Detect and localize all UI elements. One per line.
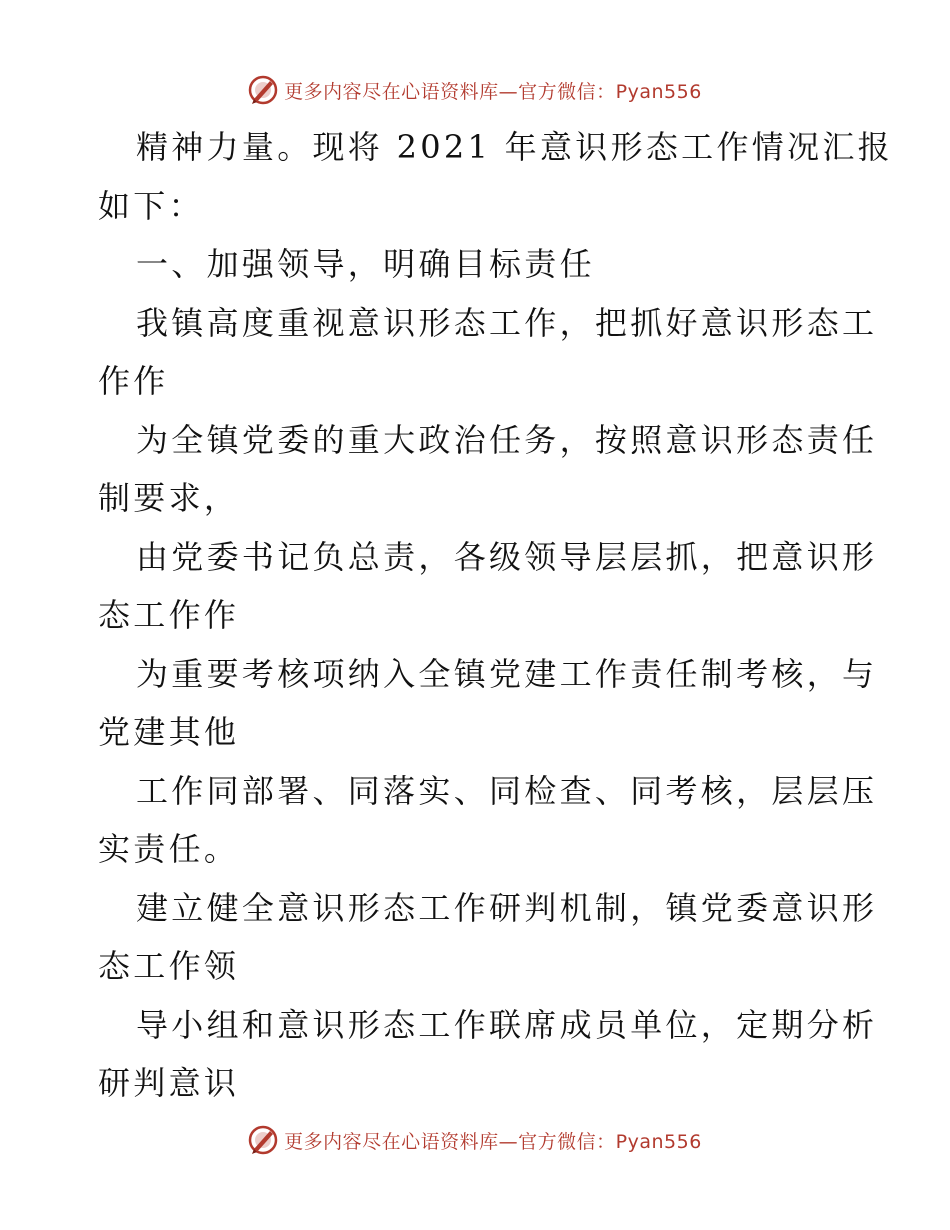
banner-text [284,77,702,104]
body-line: 建立健全意识形态工作研判机制，镇党委意识形 [136,888,878,927]
body-line: 研判意识 [98,1064,240,1102]
body-line: 导小组和意识形态工作联席成员单位，定期分析 [136,1005,878,1044]
body-line: 实责任。 [98,830,240,868]
body-line: 作作 [98,362,169,400]
footer-banner [0,1120,950,1160]
body-line: 为重要考核项纳入全镇党建工作责任制考核，与 [136,654,878,693]
body-line: 我镇高度重视意识形态工作，把抓好意识形态工 [136,303,878,342]
document-body [98,118,893,1113]
banner-wechat: 官方微信：Pyan556 [518,1130,702,1153]
body-line: 态工作作 [98,596,240,634]
body-line: 工作同部署、同落实、同检查、同考核，层层压 [136,771,878,810]
banner-text [284,1127,702,1154]
banner-dash: — [498,1130,519,1153]
body-line: 为全镇党委的重大政治任务，按照意识形态责任 [136,420,878,459]
body-line: 精神力量。现将 2021 年意识形态工作情况汇报 [136,128,893,166]
banner-site-name: 更多内容尽在心语资料库 [284,1130,499,1153]
quill-pen-logo-icon [248,75,278,105]
banner-wechat: 官方微信：Pyan556 [518,80,702,103]
quill-pen-logo-icon [248,1125,278,1155]
body-line: 由党委书记负总责，各级领导层层抓，把意识形 [136,537,878,576]
body-line: 党建其他 [98,713,240,751]
body-line: 如下： [98,186,204,225]
body-line: 态工作领 [98,947,240,985]
body-line: 制要求， [98,479,240,517]
banner-site-name: 更多内容尽在心语资料库 [284,80,499,103]
header-banner [0,70,950,110]
section-heading: 一、加强领导，明确目标责任 [136,245,595,283]
banner-dash: — [498,80,519,103]
